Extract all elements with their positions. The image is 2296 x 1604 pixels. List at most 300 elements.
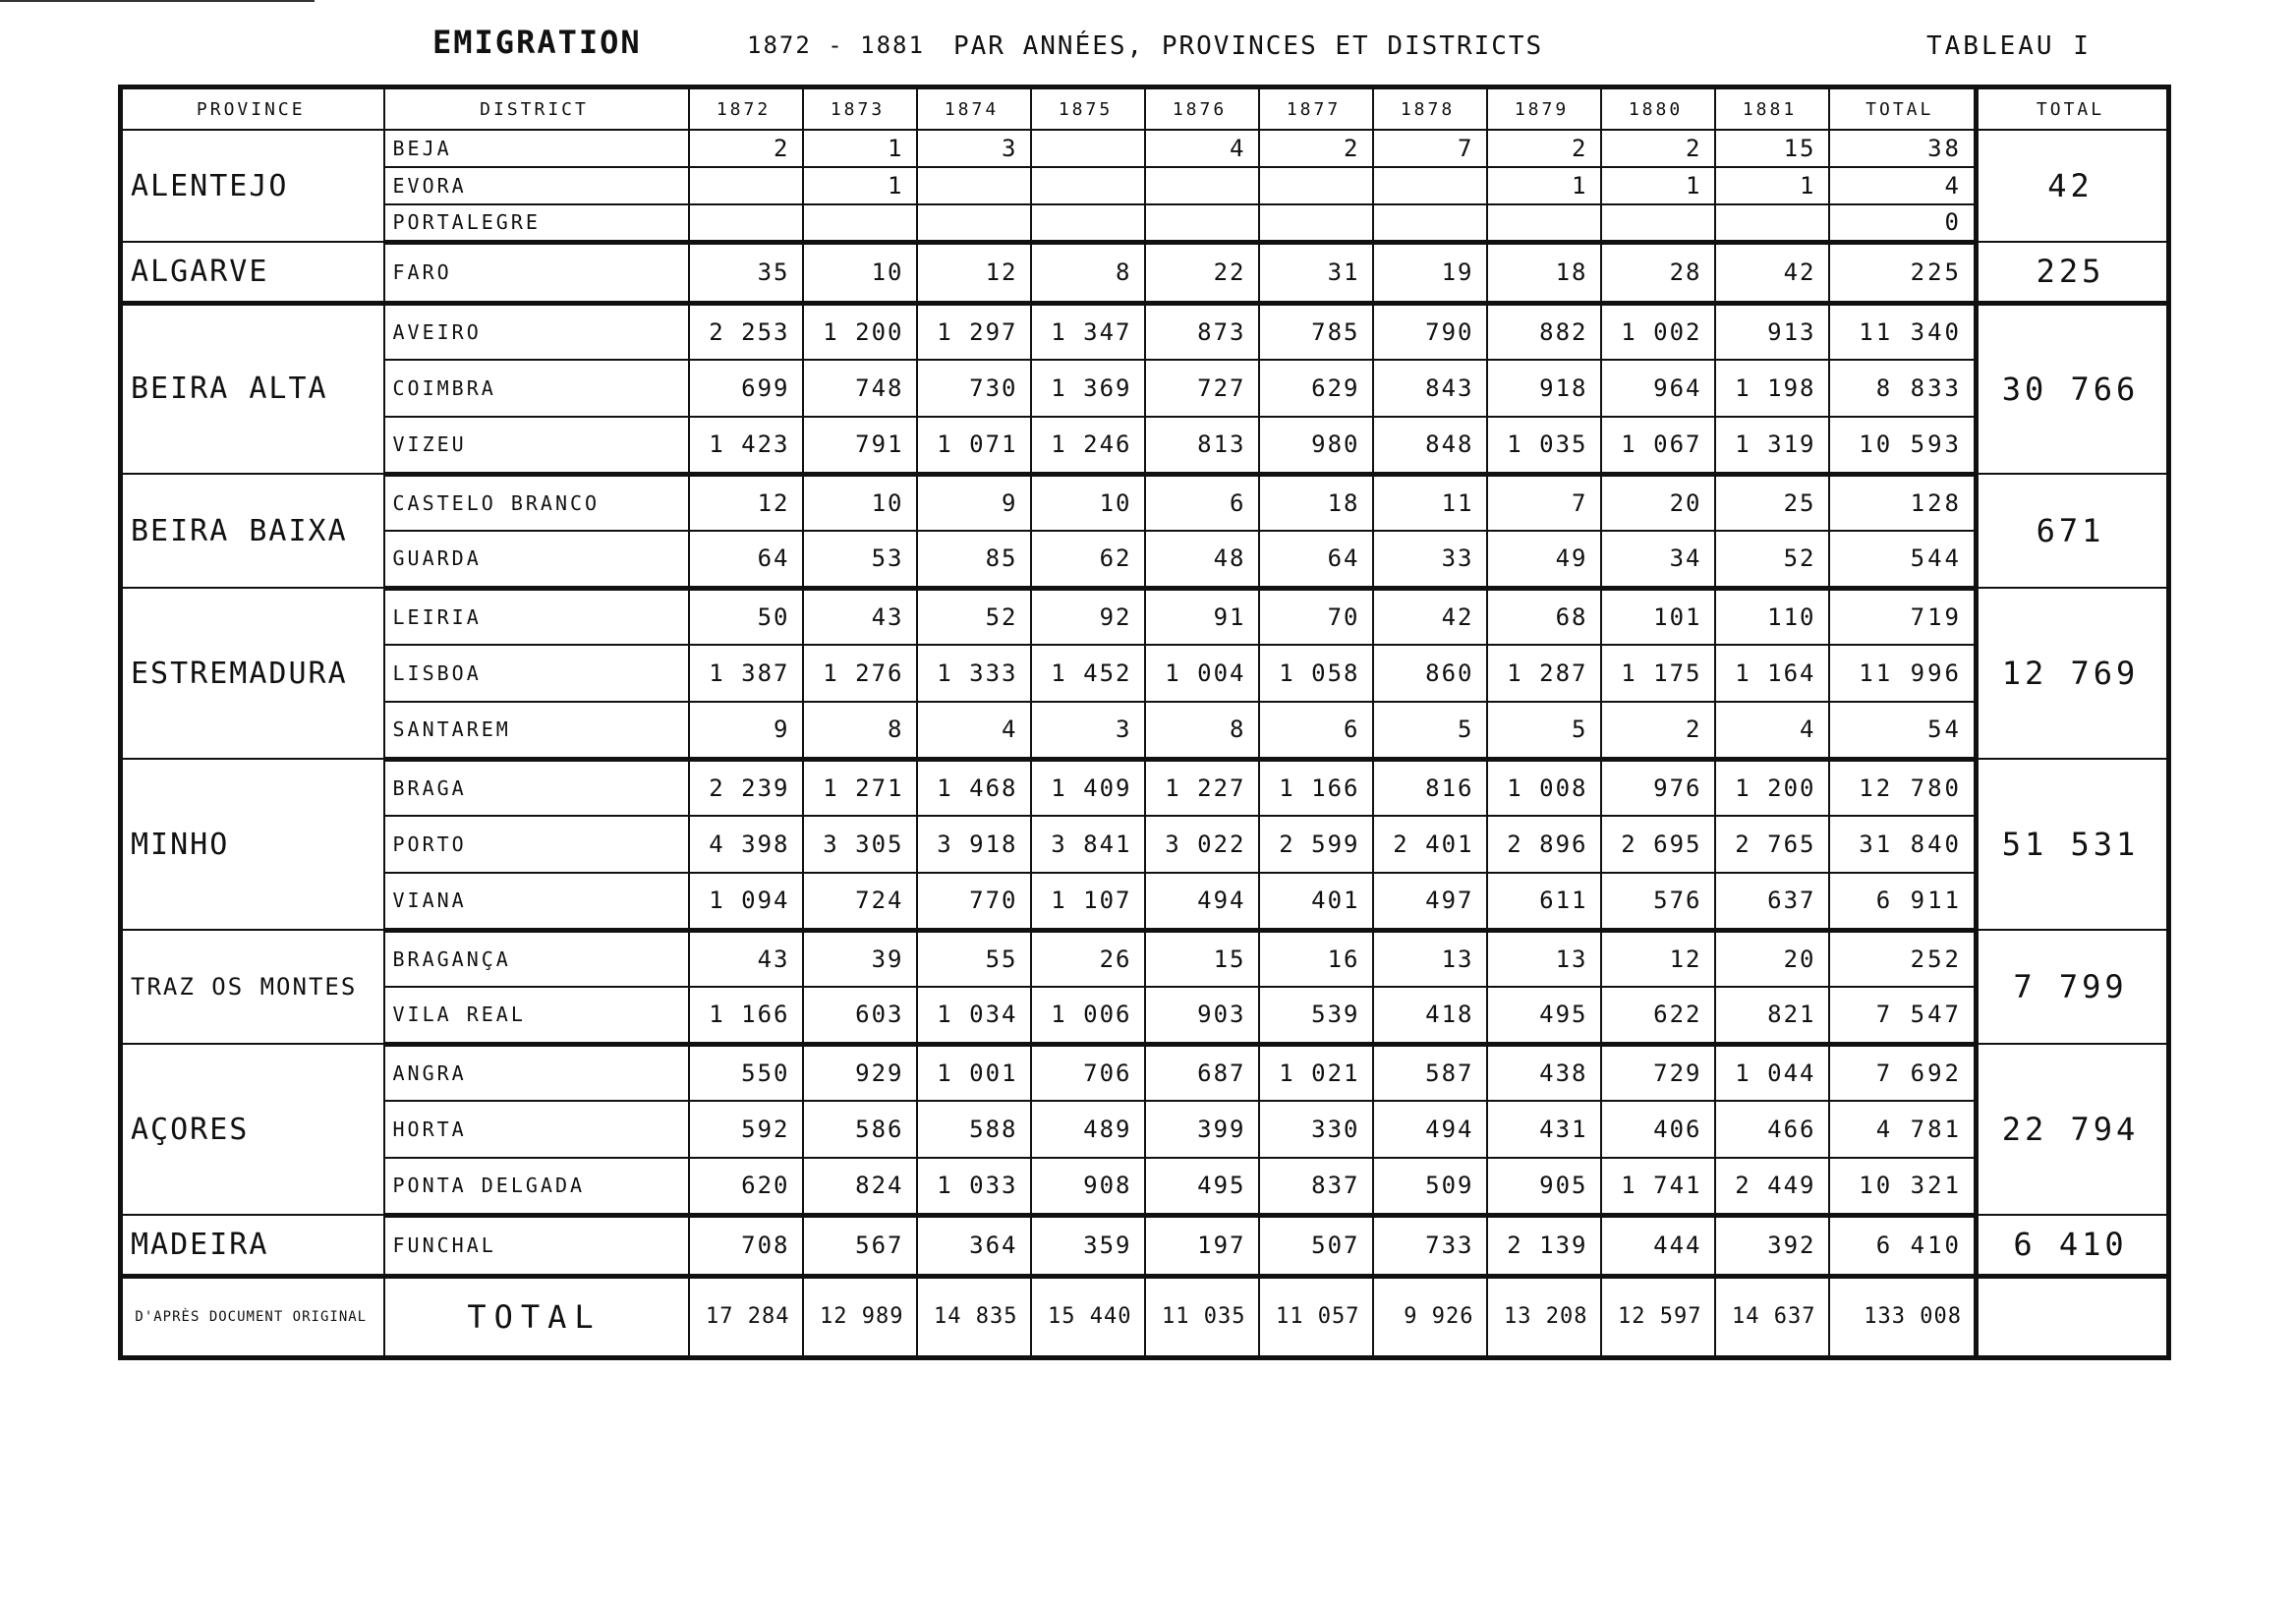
value-cell: 1 [803, 130, 917, 167]
district-name: ANGRA [384, 1044, 689, 1101]
value-cell: 1 021 [1259, 1044, 1373, 1101]
table-row [121, 588, 2169, 645]
year-total: 14 835 [917, 1276, 1031, 1357]
value-cell: 101 [1601, 588, 1715, 645]
value-cell: 905 [1487, 1158, 1601, 1215]
district-total: 31 840 [1829, 816, 1977, 873]
value-cell: 10 [803, 474, 917, 531]
value-cell: 873 [1145, 303, 1259, 360]
value-cell: 12 [1601, 930, 1715, 987]
value-cell: 1 200 [1715, 759, 1829, 816]
header-year-1881: 1881 [1715, 87, 1829, 131]
value-cell: 1 387 [689, 645, 803, 702]
value-cell: 364 [917, 1215, 1031, 1276]
value-cell: 824 [803, 1158, 917, 1215]
value-cell: 733 [1373, 1215, 1487, 1276]
value-cell: 730 [917, 360, 1031, 417]
value-cell: 1 468 [917, 759, 1031, 816]
value-cell: 1 198 [1715, 360, 1829, 417]
value-cell: 12 [917, 242, 1031, 303]
district-total: 4 781 [1829, 1101, 1977, 1158]
value-cell: 903 [1145, 987, 1259, 1044]
table-row [121, 360, 2169, 417]
value-cell: 611 [1487, 873, 1601, 930]
value-cell: 6 [1259, 702, 1373, 759]
value-cell: 33 [1373, 531, 1487, 588]
value-cell: 3 [917, 130, 1031, 167]
header-year-1880: 1880 [1601, 87, 1715, 131]
value-cell [917, 204, 1031, 242]
province-name: ESTREMADURA [121, 588, 384, 759]
overall-total: 133 008 [1829, 1276, 1977, 1357]
value-cell: 708 [689, 1215, 803, 1276]
value-cell: 2 [1601, 130, 1715, 167]
province-total: 225 [1977, 242, 2169, 303]
value-cell: 64 [689, 531, 803, 588]
header-province: PROVINCE [121, 87, 384, 131]
value-cell: 1 [1487, 167, 1601, 204]
district-total: 38 [1829, 130, 1977, 167]
value-cell: 770 [917, 873, 1031, 930]
value-cell: 4 [1145, 130, 1259, 167]
value-cell: 19 [1373, 242, 1487, 303]
value-cell [1031, 204, 1145, 242]
district-name: LEIRIA [384, 588, 689, 645]
district-total: 10 593 [1829, 417, 1977, 474]
value-cell: 592 [689, 1101, 803, 1158]
district-total: 7 692 [1829, 1044, 1977, 1101]
header-year-1873: 1873 [803, 87, 917, 131]
value-cell: 34 [1601, 531, 1715, 588]
value-cell: 1 058 [1259, 645, 1373, 702]
value-cell: 813 [1145, 417, 1259, 474]
value-cell: 576 [1601, 873, 1715, 930]
value-cell: 7 [1487, 474, 1601, 531]
value-cell: 359 [1031, 1215, 1145, 1276]
district-total: 128 [1829, 474, 1977, 531]
province-name: BEIRA ALTA [121, 303, 384, 474]
value-cell: 586 [803, 1101, 917, 1158]
district-name: VIANA [384, 873, 689, 930]
value-cell: 4 [917, 702, 1031, 759]
value-cell: 913 [1715, 303, 1829, 360]
district-name: COIMBRA [384, 360, 689, 417]
value-cell: 2 695 [1601, 816, 1715, 873]
value-cell: 1 044 [1715, 1044, 1829, 1101]
header-year-1875: 1875 [1031, 87, 1145, 131]
value-cell: 4 398 [689, 816, 803, 873]
value-cell: 791 [803, 417, 917, 474]
province-name: AÇORES [121, 1044, 384, 1215]
value-cell: 727 [1145, 360, 1259, 417]
province-name: TRAZ OS MONTES [121, 930, 384, 1044]
value-cell: 2 [1259, 130, 1373, 167]
value-cell: 15 [1715, 130, 1829, 167]
header [0, 20, 2296, 79]
district-name: VILA REAL [384, 987, 689, 1044]
value-cell: 10 [1031, 474, 1145, 531]
province-total: 7 799 [1977, 930, 2169, 1044]
table-row [121, 987, 2169, 1044]
value-cell: 1 166 [1259, 759, 1373, 816]
value-cell: 2 [1601, 702, 1715, 759]
district-total: 11 340 [1829, 303, 1977, 360]
district-name: CASTELO BRANCO [384, 474, 689, 531]
value-cell: 35 [689, 242, 803, 303]
value-cell: 52 [1715, 531, 1829, 588]
value-cell: 5 [1373, 702, 1487, 759]
province-name: MINHO [121, 759, 384, 930]
value-cell: 42 [1715, 242, 1829, 303]
value-cell [1487, 204, 1601, 242]
value-cell: 1 347 [1031, 303, 1145, 360]
district-total: 6 410 [1829, 1215, 1977, 1276]
value-cell: 5 [1487, 702, 1601, 759]
value-cell [1145, 167, 1259, 204]
year-total: 12 597 [1601, 1276, 1715, 1357]
value-cell: 1 166 [689, 987, 803, 1044]
value-cell: 3 305 [803, 816, 917, 873]
value-cell: 466 [1715, 1101, 1829, 1158]
value-cell: 2 599 [1259, 816, 1373, 873]
value-cell: 929 [803, 1044, 917, 1101]
value-cell: 1 094 [689, 873, 803, 930]
page-title: EMIGRATION [432, 24, 642, 61]
value-cell [803, 204, 917, 242]
value-cell: 1 175 [1601, 645, 1715, 702]
year-total: 12 989 [803, 1276, 917, 1357]
value-cell: 4 [1715, 702, 1829, 759]
value-cell: 588 [917, 1101, 1031, 1158]
value-cell: 431 [1487, 1101, 1601, 1158]
value-cell: 13 [1487, 930, 1601, 987]
totals-row [121, 1276, 2169, 1357]
value-cell: 15 [1145, 930, 1259, 987]
header-year-1872: 1872 [689, 87, 803, 131]
header-year-1878: 1878 [1373, 87, 1487, 131]
value-cell: 816 [1373, 759, 1487, 816]
value-cell: 1 271 [803, 759, 917, 816]
value-cell: 1 409 [1031, 759, 1145, 816]
value-cell: 3 918 [917, 816, 1031, 873]
value-cell: 860 [1373, 645, 1487, 702]
table-row [121, 130, 2169, 167]
value-cell: 587 [1373, 1044, 1487, 1101]
value-cell: 2 896 [1487, 816, 1601, 873]
tableau-label: TABLEAU I [1926, 31, 2092, 61]
district-name: BEJA [384, 130, 689, 167]
province-name: BEIRA BAIXA [121, 474, 384, 588]
district-total: 4 [1829, 167, 1977, 204]
value-cell: 507 [1259, 1215, 1373, 1276]
value-cell: 18 [1487, 242, 1601, 303]
table-row [121, 930, 2169, 987]
value-cell: 31 [1259, 242, 1373, 303]
value-cell: 43 [803, 588, 917, 645]
value-cell: 1 452 [1031, 645, 1145, 702]
value-cell: 918 [1487, 360, 1601, 417]
value-cell: 1 008 [1487, 759, 1601, 816]
year-total: 11 035 [1145, 1276, 1259, 1357]
value-cell: 85 [917, 531, 1031, 588]
table-row [121, 204, 2169, 242]
district-name: FUNCHAL [384, 1215, 689, 1276]
value-cell: 495 [1145, 1158, 1259, 1215]
table-row [121, 417, 2169, 474]
value-cell: 2 239 [689, 759, 803, 816]
year-total: 17 284 [689, 1276, 803, 1357]
value-cell: 622 [1601, 987, 1715, 1044]
table-row [121, 531, 2169, 588]
grand-total-blank [1977, 1276, 2169, 1357]
value-cell: 64 [1259, 531, 1373, 588]
table-row [121, 1158, 2169, 1215]
value-cell [1601, 204, 1715, 242]
value-cell: 2 449 [1715, 1158, 1829, 1215]
district-name: PORTO [384, 816, 689, 873]
value-cell: 539 [1259, 987, 1373, 1044]
district-total: 544 [1829, 531, 1977, 588]
district-total: 6 911 [1829, 873, 1977, 930]
value-cell [1259, 204, 1373, 242]
value-cell: 43 [689, 930, 803, 987]
value-cell: 976 [1601, 759, 1715, 816]
district-total: 252 [1829, 930, 1977, 987]
value-cell: 1 [1601, 167, 1715, 204]
value-cell: 837 [1259, 1158, 1373, 1215]
value-cell [1715, 204, 1829, 242]
value-cell [917, 167, 1031, 204]
value-cell: 9 [689, 702, 803, 759]
value-cell: 2 [689, 130, 803, 167]
value-cell: 2 [1487, 130, 1601, 167]
source-note: D'APRÈS DOCUMENT ORIGINAL [135, 1308, 368, 1325]
value-cell: 12 [689, 474, 803, 531]
value-cell: 39 [803, 930, 917, 987]
table-row [121, 242, 2169, 303]
table-body [121, 130, 2169, 1357]
value-cell: 687 [1145, 1044, 1259, 1101]
header-year-1879: 1879 [1487, 87, 1601, 131]
value-cell: 52 [917, 588, 1031, 645]
value-cell: 8 [1145, 702, 1259, 759]
value-cell: 55 [917, 930, 1031, 987]
value-cell: 494 [1145, 873, 1259, 930]
district-name: BRAGA [384, 759, 689, 816]
value-cell: 2 253 [689, 303, 803, 360]
value-cell: 6 [1145, 474, 1259, 531]
district-name: SANTAREM [384, 702, 689, 759]
value-cell: 848 [1373, 417, 1487, 474]
province-total: 22 794 [1977, 1044, 2169, 1215]
value-cell: 629 [1259, 360, 1373, 417]
value-cell: 20 [1601, 474, 1715, 531]
value-cell: 28 [1601, 242, 1715, 303]
value-cell: 1 [1715, 167, 1829, 204]
district-name: LISBOA [384, 645, 689, 702]
value-cell: 908 [1031, 1158, 1145, 1215]
year-total: 9 926 [1373, 1276, 1487, 1357]
value-cell: 7 [1373, 130, 1487, 167]
table-row [121, 167, 2169, 204]
emigration-table [118, 85, 2171, 1360]
header-total: TOTAL [1829, 87, 1977, 131]
value-cell: 3 [1031, 702, 1145, 759]
value-cell: 495 [1487, 987, 1601, 1044]
district-total: 11 996 [1829, 645, 1977, 702]
value-cell: 509 [1373, 1158, 1487, 1215]
value-cell: 3 022 [1145, 816, 1259, 873]
province-total: 30 766 [1977, 303, 2169, 474]
district-name: FARO [384, 242, 689, 303]
district-name: VIZEU [384, 417, 689, 474]
table-row [121, 702, 2169, 759]
header-district: DISTRICT [384, 87, 689, 131]
value-cell: 1 200 [803, 303, 917, 360]
district-total: 719 [1829, 588, 1977, 645]
value-cell: 70 [1259, 588, 1373, 645]
table-row [121, 1044, 2169, 1101]
value-cell: 1 276 [803, 645, 917, 702]
value-cell: 706 [1031, 1044, 1145, 1101]
table-row [121, 1101, 2169, 1158]
value-cell [689, 204, 803, 242]
value-cell: 48 [1145, 531, 1259, 588]
value-cell: 980 [1259, 417, 1373, 474]
value-cell: 882 [1487, 303, 1601, 360]
value-cell: 20 [1715, 930, 1829, 987]
value-cell: 1 002 [1601, 303, 1715, 360]
scan-edge-mark [0, 0, 315, 2]
value-cell: 53 [803, 531, 917, 588]
header-grand-total: TOTAL [1977, 87, 2169, 131]
value-cell: 620 [689, 1158, 803, 1215]
value-cell: 1 067 [1601, 417, 1715, 474]
totals-label: TOTAL [384, 1276, 689, 1357]
year-total: 13 208 [1487, 1276, 1601, 1357]
value-cell: 1 033 [917, 1158, 1031, 1215]
district-name: GUARDA [384, 531, 689, 588]
province-name: MADEIRA [121, 1215, 384, 1276]
table-row [121, 1215, 2169, 1276]
value-cell: 8 [803, 702, 917, 759]
value-cell [1373, 167, 1487, 204]
district-name: BRAGANÇA [384, 930, 689, 987]
value-cell: 49 [1487, 531, 1601, 588]
district-name: PORTALEGRE [384, 204, 689, 242]
value-cell: 92 [1031, 588, 1145, 645]
district-total: 8 833 [1829, 360, 1977, 417]
value-cell: 2 401 [1373, 816, 1487, 873]
province-total: 671 [1977, 474, 2169, 588]
period-years: 1872 - 1881 [747, 31, 925, 59]
value-cell: 16 [1259, 930, 1373, 987]
value-cell: 1 [803, 167, 917, 204]
value-cell: 22 [1145, 242, 1259, 303]
header-year-1874: 1874 [917, 87, 1031, 131]
header-year-1876: 1876 [1145, 87, 1259, 131]
value-cell: 790 [1373, 303, 1487, 360]
value-cell: 8 [1031, 242, 1145, 303]
table-row [121, 303, 2169, 360]
value-cell: 1 319 [1715, 417, 1829, 474]
value-cell: 197 [1145, 1215, 1259, 1276]
year-total: 15 440 [1031, 1276, 1145, 1357]
district-name: AVEIRO [384, 303, 689, 360]
value-cell: 1 034 [917, 987, 1031, 1044]
value-cell: 497 [1373, 873, 1487, 930]
value-cell: 637 [1715, 873, 1829, 930]
district-total: 0 [1829, 204, 1977, 242]
value-cell: 50 [689, 588, 803, 645]
value-cell [689, 167, 803, 204]
district-name: EVORA [384, 167, 689, 204]
table-row [121, 816, 2169, 873]
value-cell: 1 071 [917, 417, 1031, 474]
value-cell: 489 [1031, 1101, 1145, 1158]
value-cell: 62 [1031, 531, 1145, 588]
value-cell: 110 [1715, 588, 1829, 645]
value-cell: 392 [1715, 1215, 1829, 1276]
district-total: 12 780 [1829, 759, 1977, 816]
header-row [121, 87, 2169, 131]
value-cell: 10 [803, 242, 917, 303]
value-cell: 1 333 [917, 645, 1031, 702]
value-cell: 603 [803, 987, 917, 1044]
value-cell: 438 [1487, 1044, 1601, 1101]
value-cell: 785 [1259, 303, 1373, 360]
value-cell: 399 [1145, 1101, 1259, 1158]
value-cell: 1 227 [1145, 759, 1259, 816]
value-cell: 550 [689, 1044, 803, 1101]
value-cell: 401 [1259, 873, 1373, 930]
value-cell: 1 001 [917, 1044, 1031, 1101]
value-cell: 9 [917, 474, 1031, 531]
province-total: 12 769 [1977, 588, 2169, 759]
value-cell: 2 139 [1487, 1215, 1601, 1276]
value-cell [1145, 204, 1259, 242]
value-cell: 42 [1373, 588, 1487, 645]
value-cell: 418 [1373, 987, 1487, 1044]
value-cell: 843 [1373, 360, 1487, 417]
value-cell: 18 [1259, 474, 1373, 531]
province-total: 6 410 [1977, 1215, 2169, 1276]
district-total: 7 547 [1829, 987, 1977, 1044]
value-cell [1373, 204, 1487, 242]
province-total: 51 531 [1977, 759, 2169, 930]
value-cell: 1 246 [1031, 417, 1145, 474]
value-cell [1031, 130, 1145, 167]
year-total: 14 637 [1715, 1276, 1829, 1357]
table-row [121, 645, 2169, 702]
district-total: 10 321 [1829, 1158, 1977, 1215]
value-cell [1031, 167, 1145, 204]
value-cell: 1 164 [1715, 645, 1829, 702]
table-row [121, 759, 2169, 816]
page-subtitle: PAR ANNÉES, PROVINCES ET DISTRICTS [953, 31, 1544, 61]
table-row [121, 474, 2169, 531]
value-cell: 1 004 [1145, 645, 1259, 702]
value-cell: 699 [689, 360, 803, 417]
value-cell: 821 [1715, 987, 1829, 1044]
value-cell: 26 [1031, 930, 1145, 987]
value-cell: 1 107 [1031, 873, 1145, 930]
value-cell: 748 [803, 360, 917, 417]
value-cell: 1 369 [1031, 360, 1145, 417]
district-total: 225 [1829, 242, 1977, 303]
value-cell: 330 [1259, 1101, 1373, 1158]
value-cell: 25 [1715, 474, 1829, 531]
